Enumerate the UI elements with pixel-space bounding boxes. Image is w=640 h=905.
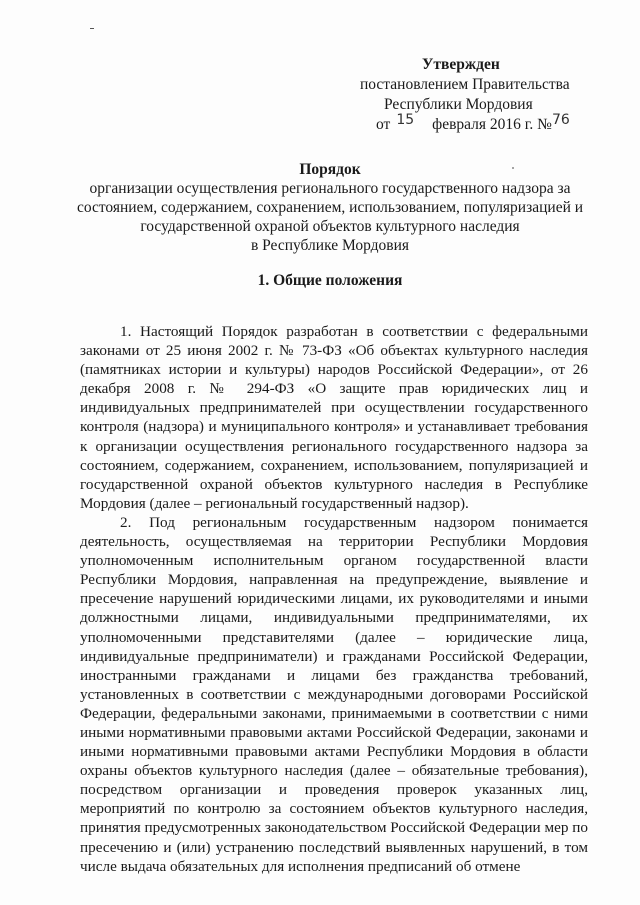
approval-line-republic: Республики Мордовия bbox=[384, 96, 533, 113]
scan-mark bbox=[90, 28, 94, 29]
approval-line-resolution: постановлением Правительства bbox=[360, 76, 570, 93]
paragraph: 1. Настоящий Порядок разработан в соответствии с федеральными законами от 25 июня 2002 г. № 73-ФЗ «Об объектах культурного наследия (памятниках истории и культуры) народов Российской Федерации», от 26 декабря 2008 г. № 294-ФЗ «О защите прав юридических лиц и индивидуальных предпринимателей при осуществлении государственного контроля (надзора) и муниципального контроля» и устанавливает требования к организации осуществления регионального государственного надзора за состоянием, содержанием, сохранением, использованием, популяризацией и государственной охраной объектов культурного наследия в Республике Мордовия (далее – региональный государственный надзор). bbox=[80, 323, 588, 512]
approval-title: Утвержден bbox=[422, 56, 500, 73]
approval-number: 76 bbox=[551, 112, 570, 128]
section-heading: 1. Общие положения bbox=[257, 272, 403, 289]
approval-date-prefix: от bbox=[376, 116, 391, 133]
document-body bbox=[80, 322, 588, 876]
document-title-main: Порядок bbox=[299, 161, 361, 178]
document-title-line: организации осуществления регионального государственного надзора за bbox=[89, 180, 571, 197]
approval-date-day: 15 bbox=[396, 112, 415, 128]
approval-date-month-year: февраля 2016 г. № bbox=[432, 116, 552, 133]
approval-date bbox=[360, 112, 610, 135]
document-title bbox=[60, 160, 600, 255]
document-title-line: государственной охраной объектов культурного наследия bbox=[140, 218, 520, 235]
approval-block bbox=[360, 55, 610, 135]
document-title-line: состоянием, содержанием, сохранением, использованием, популяризацией и bbox=[76, 199, 584, 216]
paragraph: 2. Под региональным государственным надзором понимается деятельность, осуществляемая на территории Республики Мордовия уполномоченным исполнительным органом государственной власти Республики Мордовия, направленная на предупреждение, выявление и пресечение нарушений юридическими лицами, их руководителями и иными должностными лицами, индивидуальными предпринимателями, их уполномоченными представителями (далее – юридические лица, индивидуальные предприниматели) и гражданами Российской Федерации, иностранными гражданами и лицами без гражданства требований, установленных в соответствии с международными договорами Российской Федерации, федеральными законами, принимаемыми в соответствии с ними иными нормативными правовыми актами Российской Федерации, законами и иными нормативными правовыми актами Республики Мордовия в области охраны объектов культурного наследия (далее – обязательные требования), посредством организации и проведения проверок указанных лиц, мероприятий по контролю за состоянием объектов культурного наследия, принятия предусмотренных законодательством Российской Федерации мер по пресечению и (или) устранению последствий выявленных нарушений, в том числе выдача обязательных для исполнения предписаний об отмене bbox=[80, 513, 588, 875]
document-title-line: в Республике Мордовия bbox=[250, 237, 410, 254]
